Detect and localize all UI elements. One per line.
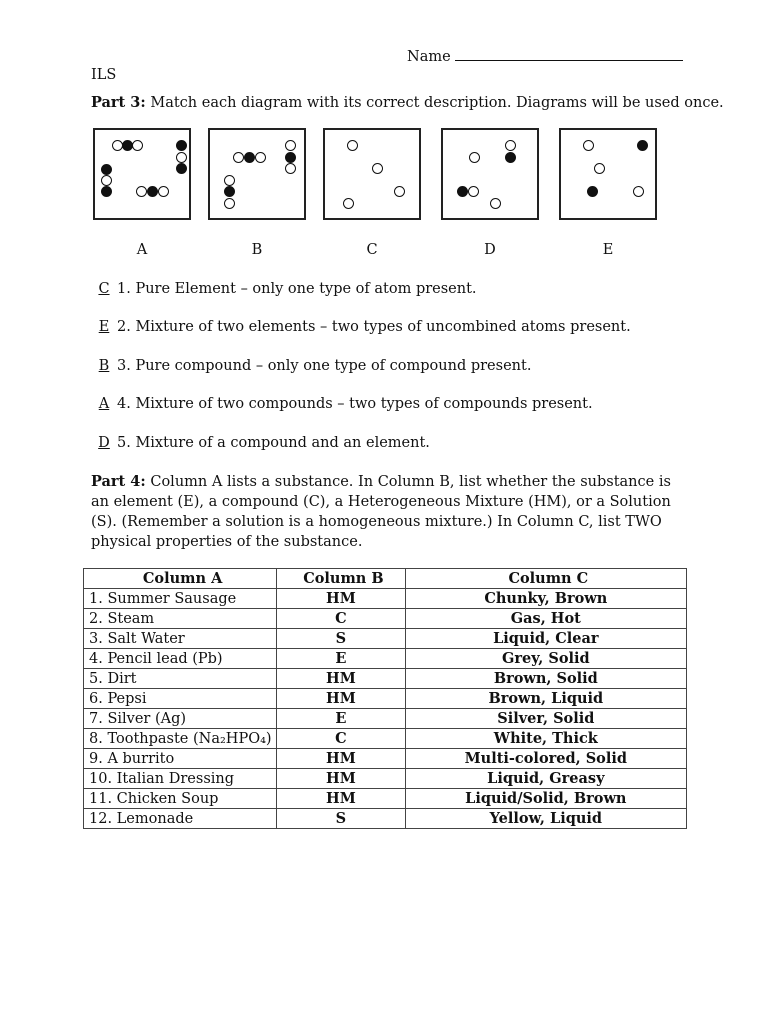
atom (637, 140, 648, 151)
name-field (407, 46, 683, 65)
diagram-c (323, 128, 421, 220)
match-item-text: 3. Pure compound – only one type of compound present. (117, 358, 532, 374)
cell-column-c[interactable]: Liquid, Clear (405, 629, 686, 649)
cell-column-a[interactable]: 12. Lemonade (84, 809, 277, 829)
cell-column-a[interactable]: 7. Silver (Ag) (84, 709, 277, 729)
table-row (84, 729, 687, 749)
atom (244, 152, 255, 163)
table-row (84, 609, 687, 629)
match-item-text: 2. Mixture of two elements – two types of uncombined atoms present. (117, 319, 631, 335)
cell-column-c[interactable]: Brown, Liquid (405, 689, 686, 709)
answer-blank[interactable]: B (98, 358, 110, 374)
cell-column-c[interactable]: Liquid, Greasy (405, 769, 686, 789)
diagram-label-e: E (602, 242, 614, 258)
diagram-d (441, 128, 539, 220)
table-row (84, 789, 687, 809)
table-row (84, 669, 687, 689)
cell-column-c[interactable]: Chunky, Brown (405, 589, 686, 609)
atom (633, 186, 644, 197)
diagram-label-c: C (366, 242, 378, 258)
atom (176, 152, 187, 163)
diagram-a (93, 128, 191, 220)
atom (176, 140, 187, 151)
part4-instruction (91, 472, 681, 552)
atom (469, 152, 480, 163)
diagram-e (559, 128, 657, 220)
atom (233, 152, 244, 163)
match-item-1 (91, 281, 477, 297)
atom (224, 186, 235, 197)
table-row (84, 809, 687, 829)
atom (285, 140, 296, 151)
atom (457, 186, 468, 197)
atom (136, 186, 147, 197)
answer-blank[interactable]: C (98, 281, 110, 297)
cell-column-c[interactable]: Brown, Solid (405, 669, 686, 689)
cell-column-b[interactable]: HM (277, 789, 405, 809)
atom (594, 163, 605, 174)
cell-column-a[interactable]: 11. Chicken Soup (84, 789, 277, 809)
cell-column-b[interactable]: HM (277, 769, 405, 789)
atom (285, 152, 296, 163)
answer-blank[interactable]: E (98, 319, 110, 335)
part4-instruction-text: Column A lists a substance. In Column B, list whether the substance is an element (E), a compound (C), a Heterogeneous Mixture (HM), or a Solution (S). (Remember a solution is a homogeneous mixture.) In Column C, list TWO physical properties of the substance. (91, 474, 671, 550)
name-blank-line[interactable] (455, 46, 683, 61)
match-item-2 (91, 319, 631, 335)
cell-column-b[interactable]: S (277, 629, 405, 649)
cell-column-a[interactable]: 5. Dirt (84, 669, 277, 689)
atom (587, 186, 598, 197)
part3-instruction (91, 94, 724, 111)
diagram-label-d: D (484, 242, 496, 258)
cell-column-c[interactable]: Yellow, Liquid (405, 809, 686, 829)
cell-column-b[interactable]: E (277, 649, 405, 669)
cell-column-b[interactable]: HM (277, 689, 405, 709)
atom (505, 152, 516, 163)
cell-column-b[interactable]: C (277, 609, 405, 629)
cell-column-a[interactable]: 10. Italian Dressing (84, 769, 277, 789)
atom (176, 163, 187, 174)
atom (101, 164, 112, 175)
table-row (84, 709, 687, 729)
cell-column-c[interactable]: White, Thick (405, 729, 686, 749)
atom (158, 186, 169, 197)
atom (147, 186, 158, 197)
table-row (84, 689, 687, 709)
diagram-label-b: B (251, 242, 263, 258)
cell-column-c[interactable]: Silver, Solid (405, 709, 686, 729)
atom (132, 140, 143, 151)
table-row (84, 749, 687, 769)
atom (372, 163, 383, 174)
column-header-c: Column C (405, 569, 686, 589)
cell-column-a[interactable]: 9. A burrito (84, 749, 277, 769)
cell-column-b[interactable]: HM (277, 669, 405, 689)
atom (343, 198, 354, 209)
answer-blank[interactable]: A (98, 396, 110, 412)
cell-column-a[interactable]: 3. Salt Water (84, 629, 277, 649)
atom (490, 198, 501, 209)
table-row (84, 589, 687, 609)
part4-heading: Part 4: (91, 473, 146, 490)
cell-column-c[interactable]: Gas, Hot (405, 609, 686, 629)
table-header-row (84, 569, 687, 589)
cell-column-a[interactable]: 8. Toothpaste (Na₂HPO₄) (84, 729, 277, 749)
atom (468, 186, 479, 197)
atom (505, 140, 516, 151)
match-item-text: 1. Pure Element – only one type of atom present. (117, 281, 477, 297)
table-row (84, 769, 687, 789)
cell-column-b[interactable]: HM (277, 749, 405, 769)
class-label: ILS (91, 67, 117, 83)
table-row (84, 629, 687, 649)
atom (255, 152, 266, 163)
column-header-b: Column B (277, 569, 405, 589)
cell-column-c[interactable]: Liquid/Solid, Brown (405, 789, 686, 809)
match-item-3 (91, 358, 531, 374)
atom (583, 140, 594, 151)
match-item-5 (91, 435, 430, 451)
substance-table (83, 568, 687, 829)
name-label: Name (407, 49, 451, 65)
cell-column-a[interactable]: 1. Summer Sausage (84, 589, 277, 609)
diagram-label-a: A (136, 242, 148, 258)
atom (394, 186, 405, 197)
cell-column-a[interactable]: 2. Steam (84, 609, 277, 629)
atom (101, 186, 112, 197)
atom (285, 163, 296, 174)
diagram-b (208, 128, 306, 220)
atom (224, 175, 235, 186)
cell-column-b[interactable]: S (277, 809, 405, 829)
atom (101, 175, 112, 186)
cell-column-a[interactable]: 6. Pepsi (84, 689, 277, 709)
cell-column-c[interactable]: Grey, Solid (405, 649, 686, 669)
part3-instruction-text: Match each diagram with its correct description. Diagrams will be used once. (150, 95, 724, 111)
cell-column-b[interactable]: C (277, 729, 405, 749)
cell-column-c[interactable]: Multi-colored, Solid (405, 749, 686, 769)
atom (224, 198, 235, 209)
table-row (84, 649, 687, 669)
match-item-4 (91, 396, 593, 412)
cell-column-b[interactable]: HM (277, 589, 405, 609)
part3-heading: Part 3: (91, 94, 146, 111)
atom (347, 140, 358, 151)
match-item-text: 5. Mixture of a compound and an element. (117, 435, 430, 451)
cell-column-b[interactable]: E (277, 709, 405, 729)
answer-blank[interactable]: D (98, 435, 110, 451)
cell-column-a[interactable]: 4. Pencil lead (Pb) (84, 649, 277, 669)
match-item-text: 4. Mixture of two compounds – two types of compounds present. (117, 396, 593, 412)
column-header-a: Column A (84, 569, 277, 589)
